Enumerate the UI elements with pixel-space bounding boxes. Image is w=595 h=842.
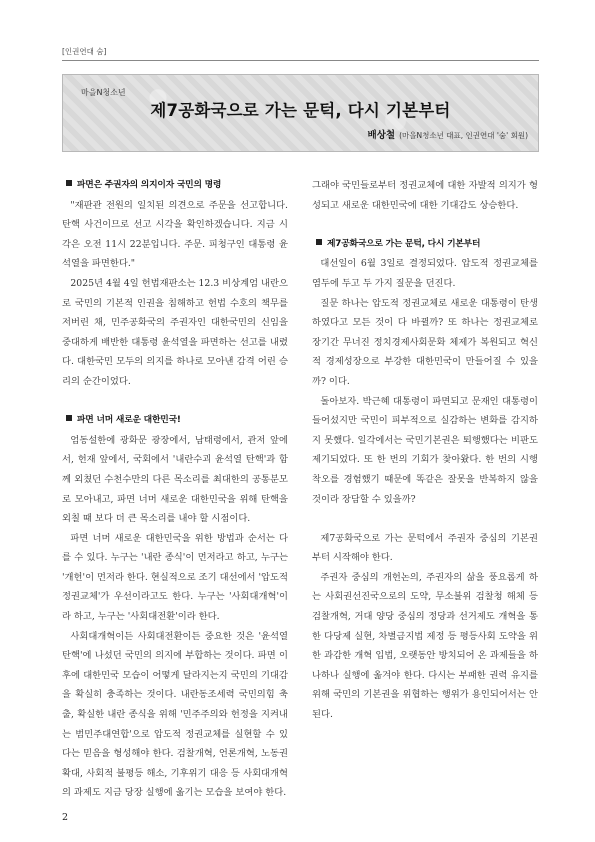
section-heading-text: 제7공화국으로 가는 문턱, 다시 기본부터 <box>327 238 481 249</box>
right-column <box>312 176 538 725</box>
square-bullet-icon <box>66 415 72 421</box>
paragraph: 엄동설한에 광화문 광장에서, 남태령에서, 관저 앞에서, 헌재 앞에서, 국회에서 '내란수괴 윤석열 탄핵'과 함께 외쳤던 수천수만의 다른 목소리를 최대한의 공통분모로 모아내고, 파면 너머 새로운 대한민국을 위해 탄핵을 외칠 때 보다 더 큰 목소리를 내야 할 시점이다. <box>62 434 288 525</box>
paragraph: 주권자 중심의 개헌논의, 주권자의 삶을 풍요롭게 하는 사회권선진국으로의 도약, 무소불위 검찰청 해체 등 검찰개혁, 거대 양당 중심의 정당과 선거제도 개혁을 통한 다당제 실현, 차별금지법 제정 등 평등사회 도약을 위한 과감한 개혁 입법, 오랫동안 방치되어 온 과제들을 하나하나 실행에 옮겨야 한다. 다시는 부패한 권력 유지를 위해 국민의 기본권을 위협하는 행위가 용인되어서는 안 된다. <box>312 571 538 721</box>
header-tag: [인권연대 숨] <box>62 47 107 56</box>
section-heading-text: 파면은 주권자의 의지이자 국민의 명령 <box>77 180 222 190</box>
column-kicker: 마을N청소년 <box>81 88 126 97</box>
paragraph: 2025년 4월 4일 헌법재판소는 12.3 비상계엄 내란으로 국민의 기본적 인권을 침해하고 헌법 수호의 책무를 저버린 채, 민주공화국의 주권자인 대한국민의 신임을 중대하게 배반한 대통령 윤석열을 파면하는 선고를 내렸다. 대한국민 모두의 의지를 하나로 모아낸 감격 어린 승리의 순간이었다. <box>62 277 288 387</box>
byline <box>368 127 528 141</box>
square-bullet-icon <box>316 239 322 245</box>
author-affiliation: (마을N청소년 대표, 인권연대 '숨' 회원) <box>399 131 528 140</box>
author-name: 배상철 <box>367 130 396 141</box>
section-heading <box>62 176 288 196</box>
paragraph: 대선일이 6월 3일로 결정되었다. 압도적 정권교체를 염두에 두고 두 가지 질문을 던진다. <box>312 258 538 289</box>
paragraph: 돌아보자. 박근혜 대통령이 파면되고 문재인 대통령이 들어섰지만 국민이 피부적으로 실감하는 변화를 감지하지 못했다. 일각에서는 국민기본권은 퇴행했다는 비판도 제기되었다. 또 한 번의 기회가 찾아왔다. 한 번의 시행착오를 경험했기 때문에 똑같은 잘못을 반복하지 않을 것이라 장담할 수 있을까? <box>312 395 538 505</box>
left-column <box>62 176 288 803</box>
page-number: 2 <box>62 812 69 823</box>
section-heading-text: 파면 너머 새로운 대한민국! <box>77 415 181 426</box>
section-heading <box>312 235 538 255</box>
paragraph: 제7공화국으로 가는 문턱에서 주권자 중심의 기본권부터 시작해야 한다. <box>312 532 538 564</box>
paragraph: 파면 너머 새로운 대한민국을 위한 방법과 순서는 다를 수 있다. 누구는 '내란 종식'이 먼저라고 하고, 누구는 '개헌'이 먼저라 한다. 현실적으로 조기 대선에서 '압도적 정권교체'가 우선이라고도 한다. 누구는 '사회대개혁'이라 하고, 누구는 '사회대전환'이라 한다. <box>62 532 288 623</box>
paragraph: "재판관 전원의 일치된 의견으로 주문을 선고합니다. 탄핵 사건이므로 선고 시각을 확인하겠습니다. 지금 시각은 오전 11시 22분입니다. 주문. 피청구인 대통령 윤석열을 파면한다." <box>62 199 288 270</box>
title-banner <box>62 74 539 152</box>
paragraph: 사회대개혁이든 사회대전환이든 중요한 것은 '윤석열 탄핵'에 나섰던 국민의 의지에 부합하는 것이다. 파면 이후에 대한민국 모습이 어떻게 달라지는지 국민의 기대감을 확실히 충족하는 것이다. 내란동조세력 국민의힘 축출, 확실한 내란 종식을 위해 '민주주의와 헌정을 지켜내는 범민주대연합'으로 압도적 정권교체를 실현할 수 있다는 믿음을 형성해야 한다. 검찰개혁, 언론개혁, 노동권 확대, 사회적 불평등 해소, 기후위기 대응 등 사회대개혁의 과제도 지금 당장 실행에 옮기는 모습을 보여야 한다. <box>62 630 288 799</box>
header-divider <box>62 60 539 61</box>
paragraph-continued: 그래야 국민들로부터 정권교체에 대한 자발적 의지가 형성되고 새로운 대한민국에 대한 기대감도 상승한다. <box>312 180 538 211</box>
article-title: 제7공화국으로 가는 문턱, 다시 기본부터 <box>150 101 451 120</box>
square-bullet-icon <box>66 180 72 186</box>
paragraph: 질문 하나는 압도적 정권교체로 새로운 대통령이 탄생하였다고 모든 것이 다 바뀔까? 또 하나는 정권교체로 장기간 무너진 정치경제사회문화 체제가 복원되고 혁신적 경제성장으로 부강한 대한민국이 만들어질 수 있을까? 이다. <box>312 297 538 387</box>
section-heading <box>62 411 288 431</box>
